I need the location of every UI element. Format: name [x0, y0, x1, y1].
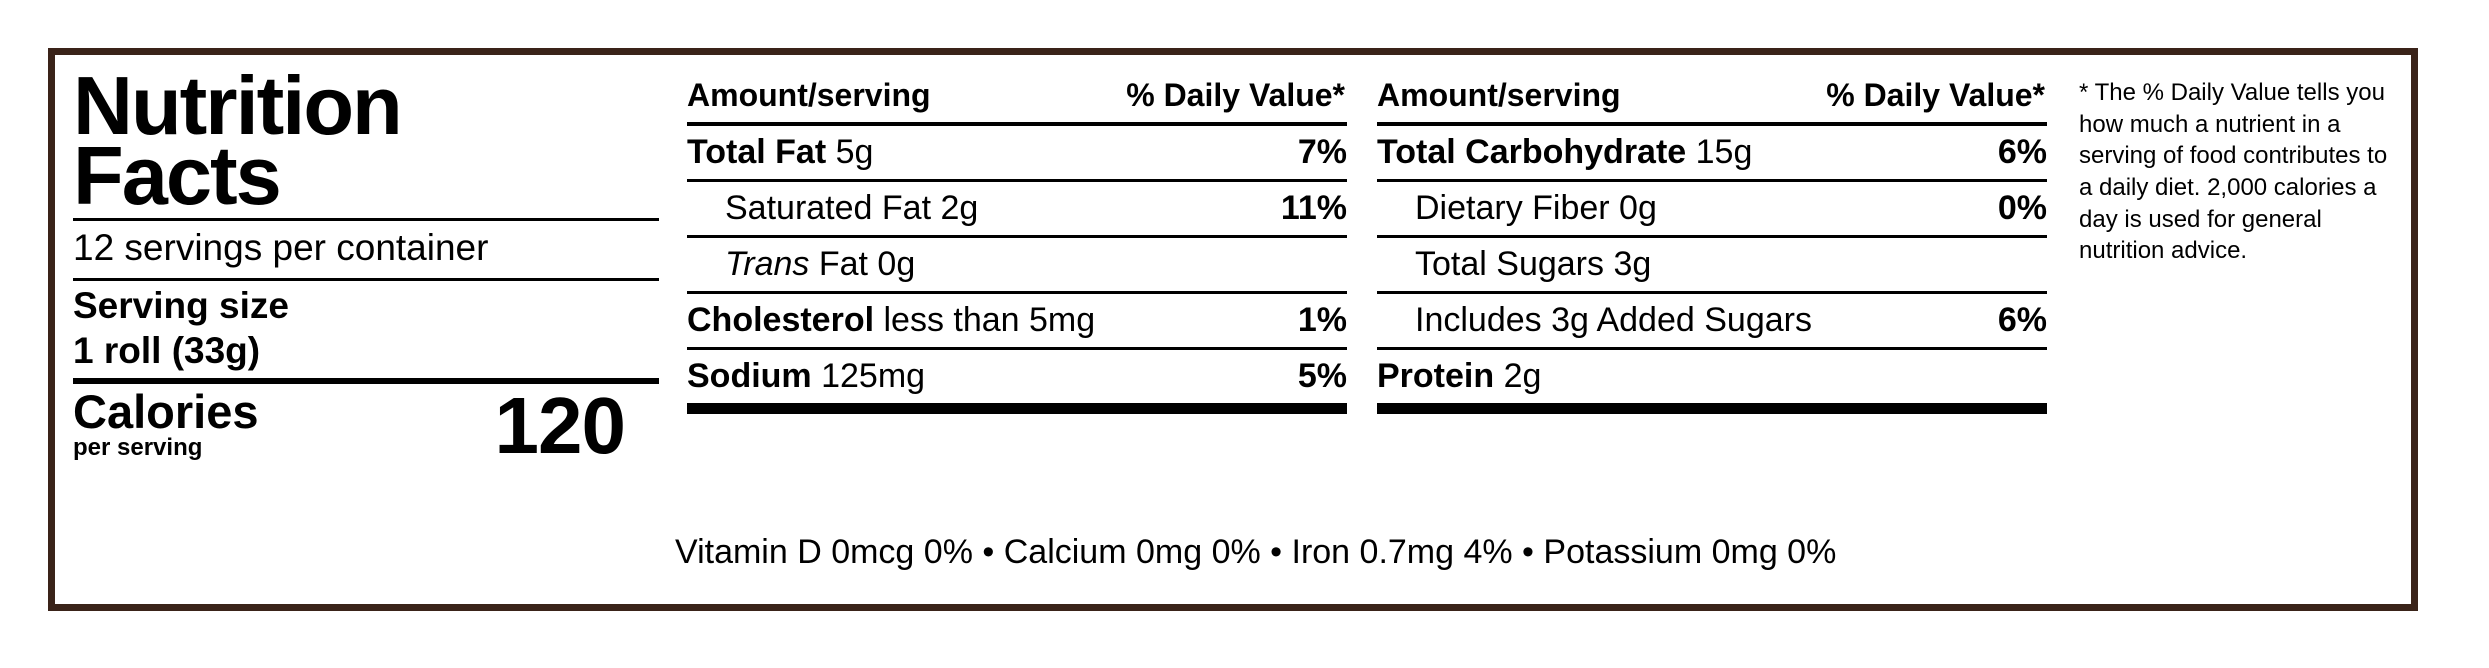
calories-label-group [73, 384, 259, 461]
calories-row [73, 380, 659, 470]
daily-value-footnote: * The % Daily Value tells you how much a nutrient in a serving of food contributes to a daily diet. 2,000 calories a day is used for general nutrition advice. [2079, 79, 2388, 265]
nutrient-daily-value: 0% [1997, 189, 2047, 227]
nutrient-name [1377, 133, 1752, 172]
divider-bottom-column2 [1377, 403, 2047, 414]
calories-label: Calories [73, 384, 259, 438]
column2-header [1377, 65, 2047, 122]
nutrient-name-rest: less than 5mg [874, 301, 1096, 339]
table-row [1377, 347, 2047, 403]
nutrient-name-bold: Sodium [687, 357, 812, 395]
table-row [687, 179, 1347, 235]
nutrient-name [1377, 301, 1812, 340]
table-row [687, 122, 1347, 179]
column2-header-daily-value: % Daily Value* [1826, 77, 2045, 113]
nutrient-name-rest: 125mg [811, 357, 926, 395]
nutrient-daily-value: 6% [1997, 133, 2047, 171]
serving-size-value: 1 roll (33g) [73, 330, 261, 372]
vitamins-text: Vitamin D 0mcg 0% • Calcium 0mg 0% • Iron 0.7mg 4% • Potassium 0mg 0% [675, 533, 1837, 571]
serving-size-label: Serving size [73, 284, 289, 326]
label-title-line2: Facts [73, 128, 280, 222]
divider-bottom-column1 [687, 403, 1347, 414]
nutrient-name-italic: Trans [725, 245, 810, 283]
nutrient-name [687, 245, 915, 284]
table-row [1377, 235, 2047, 291]
nutrient-name [687, 133, 873, 172]
nutrient-name-rest: 15g [1686, 133, 1753, 171]
nutrition-facts-label [48, 48, 2418, 611]
nutrient-daily-value: 7% [1297, 133, 1347, 171]
table-row [687, 235, 1347, 291]
nutrient-name [1377, 357, 1541, 396]
nutrient-name-rest: Fat 0g [818, 245, 916, 283]
nutrient-name [1377, 245, 1651, 284]
nutrient-name-bold: Protein [1377, 357, 1495, 395]
table-row [687, 291, 1347, 347]
calories-per-serving-label: per serving [73, 433, 203, 461]
servings-per-container: 12 servings per container [73, 227, 489, 269]
divider-under-servings [73, 278, 659, 281]
nutrient-name-rest: Dietary Fiber 0g [1415, 189, 1657, 227]
table-row [1377, 291, 2047, 347]
label-title-line1: Nutrition [73, 59, 401, 152]
nutrient-name [687, 189, 978, 228]
table-row [1377, 179, 2047, 235]
nutrient-column-1 [673, 65, 1363, 594]
nutrient-name-rest: 2g [1494, 357, 1542, 395]
nutrient-name-rest: Total Sugars 3g [1415, 245, 1652, 283]
nutrient-name [687, 357, 925, 396]
nutrient-name-bold: Cholesterol [687, 301, 875, 339]
column1-header-daily-value: % Daily Value* [1126, 77, 1345, 113]
nutrient-daily-value: 5% [1297, 357, 1347, 395]
nutrient-name [1377, 189, 1657, 228]
table-row [687, 347, 1347, 403]
label-title [73, 59, 659, 222]
nutrient-name-rest: 5g [826, 133, 874, 171]
nutrient-name-rest: Saturated Fat 2g [725, 189, 979, 227]
nutrient-daily-value: 11% [1280, 189, 1347, 227]
nutrient-name [687, 301, 1095, 340]
column1-header-amount: Amount/serving [687, 77, 931, 113]
column1-header [687, 65, 1347, 122]
label-left-column [73, 59, 673, 594]
calories-value: 120 [494, 380, 625, 470]
nutrition-facts-body [55, 55, 2411, 604]
vitamins-row [675, 521, 2055, 572]
column2-header-amount: Amount/serving [1377, 77, 1621, 113]
table-row [1377, 122, 2047, 179]
nutrient-name-rest: Includes 3g Added Sugars [1415, 301, 1812, 339]
nutrient-daily-value: 1% [1297, 301, 1347, 339]
nutrient-name-bold: Total Fat [687, 133, 827, 171]
nutrient-column-2 [1363, 65, 2063, 594]
nutrient-daily-value: 6% [1997, 301, 2047, 339]
nutrient-name-bold: Total Carbohydrate [1377, 133, 1687, 171]
